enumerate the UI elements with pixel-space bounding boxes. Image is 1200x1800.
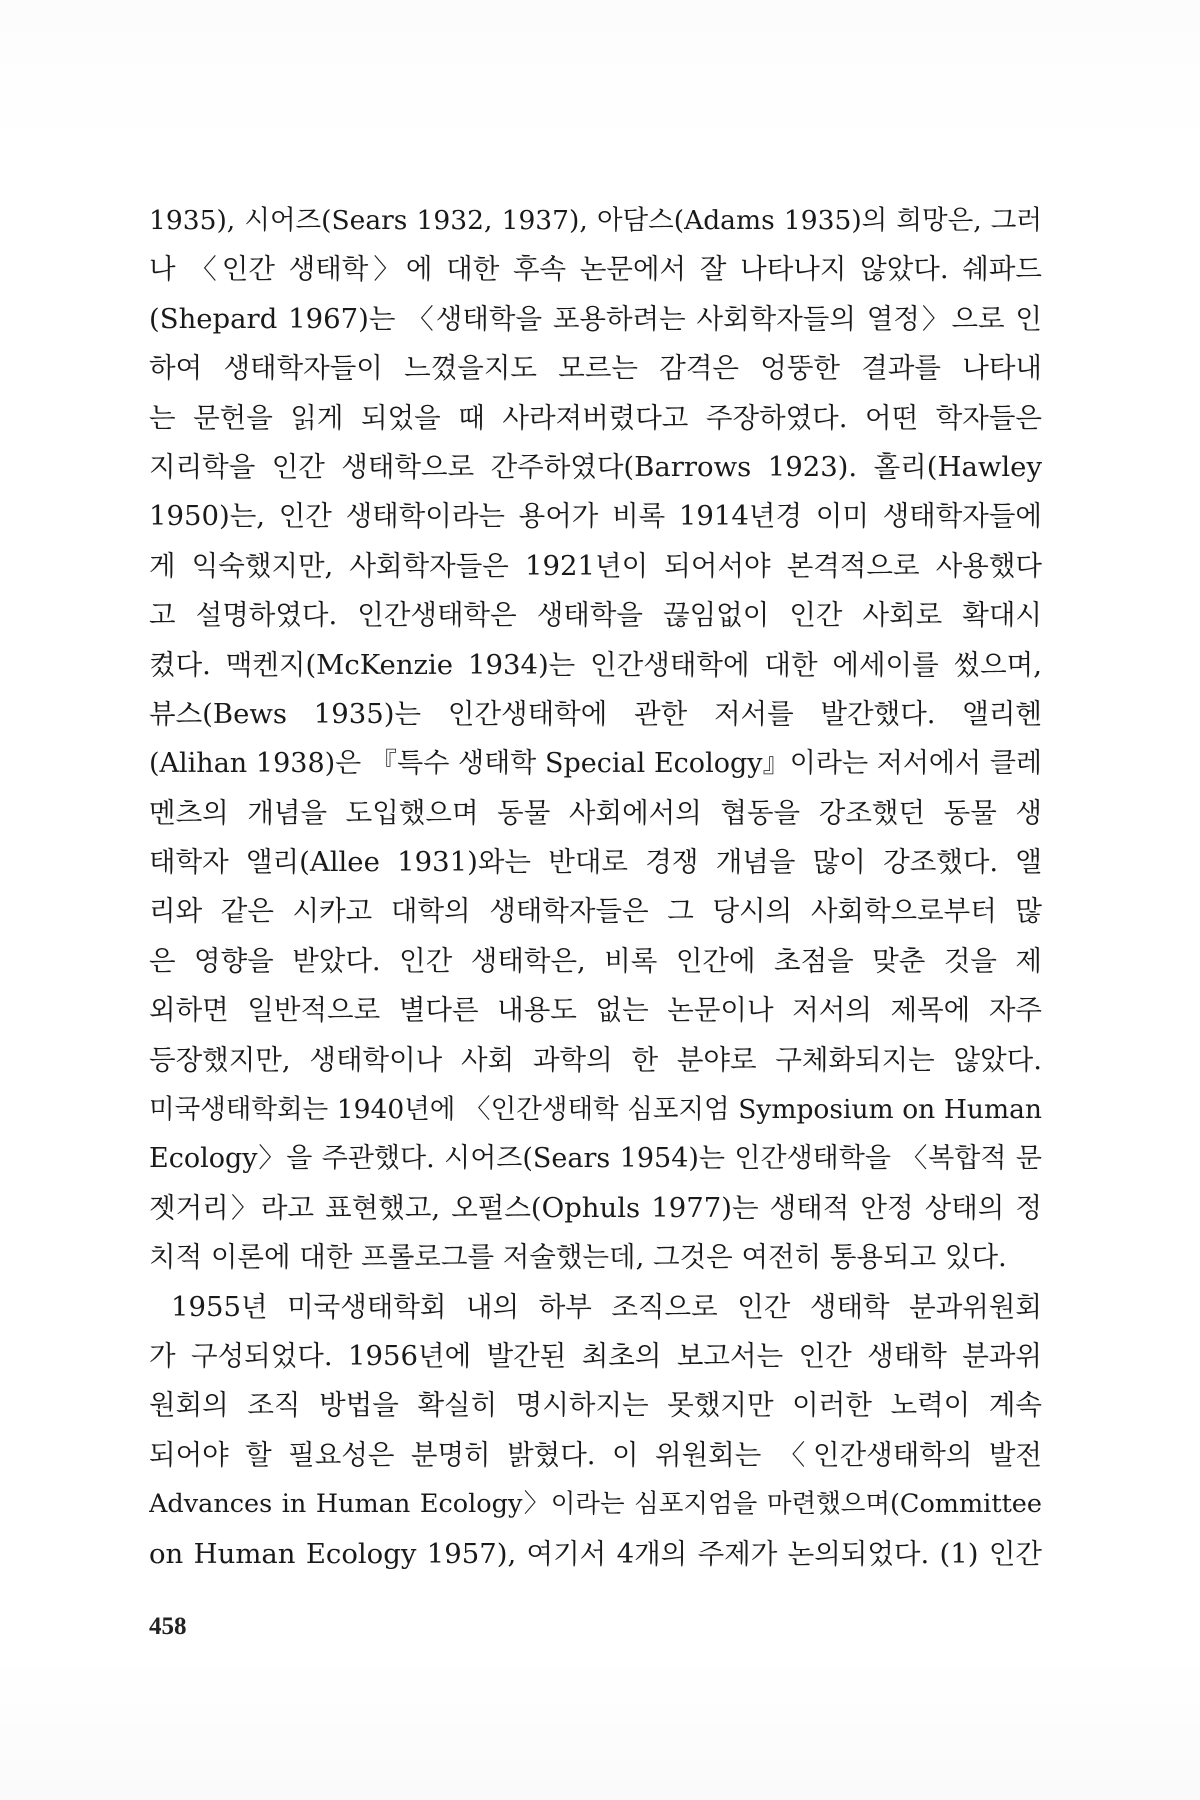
text-line: (Shepard 1967)는 〈생태학을 포용하려는 사회학자들의 열정〉으로 인	[149, 302, 1042, 335]
page-number: 458	[149, 1613, 187, 1640]
text-line: Ecology〉을 주관했다. 시어즈(Sears 1954)는 인간생태학을 〈복합적 문	[149, 1143, 1042, 1175]
text-line: 젯거리〉라고 표현했고, 오펄스(Ophuls 1977)는 생태적 안정 상태의 정	[149, 1191, 1042, 1224]
text-line: 1950)는, 인간 생태학이라는 용어가 비록 1914년경 이미 생태학자들에	[149, 500, 1042, 533]
text-line: 되어야 할 필요성은 분명히 밝혔다. 이 위원회는 〈인간생태학의 발전	[149, 1438, 1042, 1471]
text-line: 나 〈인간 생태학〉에 대한 후속 논문에서 잘 나타나지 않았다. 쉐파드	[149, 253, 1042, 286]
text-line: 는 문헌을 읽게 되었을 때 사라져버렸다고 주장하였다. 어떤 학자들은	[149, 401, 1042, 434]
text-line: on Human Ecology 1957), 여기서 4개의 주제가 논의되었다. (1) 인간	[149, 1537, 1042, 1570]
body-text	[149, 196, 1042, 1579]
text-line: 뷰스(Bews 1935)는 인간생태학에 관한 저서를 발간했다. 앨리헨	[149, 697, 1042, 730]
text-line: 은 영향을 받았다. 인간 생태학은, 비록 인간에 초점을 맞춘 것을 제	[149, 944, 1042, 977]
text-line: 켰다. 맥켄지(McKenzie 1934)는 인간생태학에 대한 에세이를 썼으며,	[149, 648, 1042, 681]
text-line: 고 설명하였다. 인간생태학은 생태학을 끊임없이 인간 사회로 확대시	[149, 599, 1042, 632]
text-line: 태학자 앨리(Allee 1931)와는 반대로 경쟁 개념을 많이 강조했다. 앨	[149, 846, 1042, 879]
text-line: 원회의 조직 방법을 확실히 명시하지는 못했지만 이러한 노력이 계속	[149, 1389, 1042, 1422]
text-line: 1935), 시어즈(Sears 1932, 1937), 아담스(Adams 1935)의 희망은, 그러	[149, 205, 1042, 236]
text-line: 등장했지만, 생태학이나 사회 과학의 한 분야로 구체화되지는 않았다.	[149, 1043, 1042, 1076]
text-line: 치적 이론에 대한 프롤로그를 저술했는데, 그것은 여전히 통용되고 있다.	[149, 1241, 1007, 1274]
text-line: 하여 생태학자들이 느꼈을지도 모르는 감격은 엉뚱한 결과를 나타내	[149, 352, 1042, 385]
text-line: 멘츠의 개념을 도입했으며 동물 사회에서의 협동을 강조했던 동물 생	[149, 796, 1042, 829]
text-line: 외하면 일반적으로 별다른 내용도 없는 논문이나 저서의 제목에 자주	[149, 994, 1042, 1027]
text-line: 가 구성되었다. 1956년에 발간된 최초의 보고서는 인간 생태학 분과위	[149, 1339, 1042, 1372]
text-line: 1955년 미국생태학회 내의 하부 조직으로 인간 생태학 분과위원회	[171, 1290, 1042, 1323]
text-line: 게 익숙했지만, 사회학자들은 1921년이 되어서야 본격적으로 사용했다	[149, 549, 1042, 582]
text-line: (Alihan 1938)은 『특수 생태학 Special Ecology』이라는 저서에서 클레	[149, 748, 1042, 780]
text-line: 미국생태학회는 1940년에 〈인간생태학 심포지엄 Symposium on Human	[149, 1094, 1042, 1126]
text-line: Advances in Human Ecology〉이라는 심포지엄을 마련했으며(Committee	[149, 1489, 1042, 1520]
text-line: 지리학을 인간 생태학으로 간주하였다(Barrows 1923). 홀리(Hawley	[149, 450, 1042, 483]
text-line: 리와 같은 시카고 대학의 생태학자들은 그 당시의 사회학으로부터 많	[149, 895, 1042, 928]
